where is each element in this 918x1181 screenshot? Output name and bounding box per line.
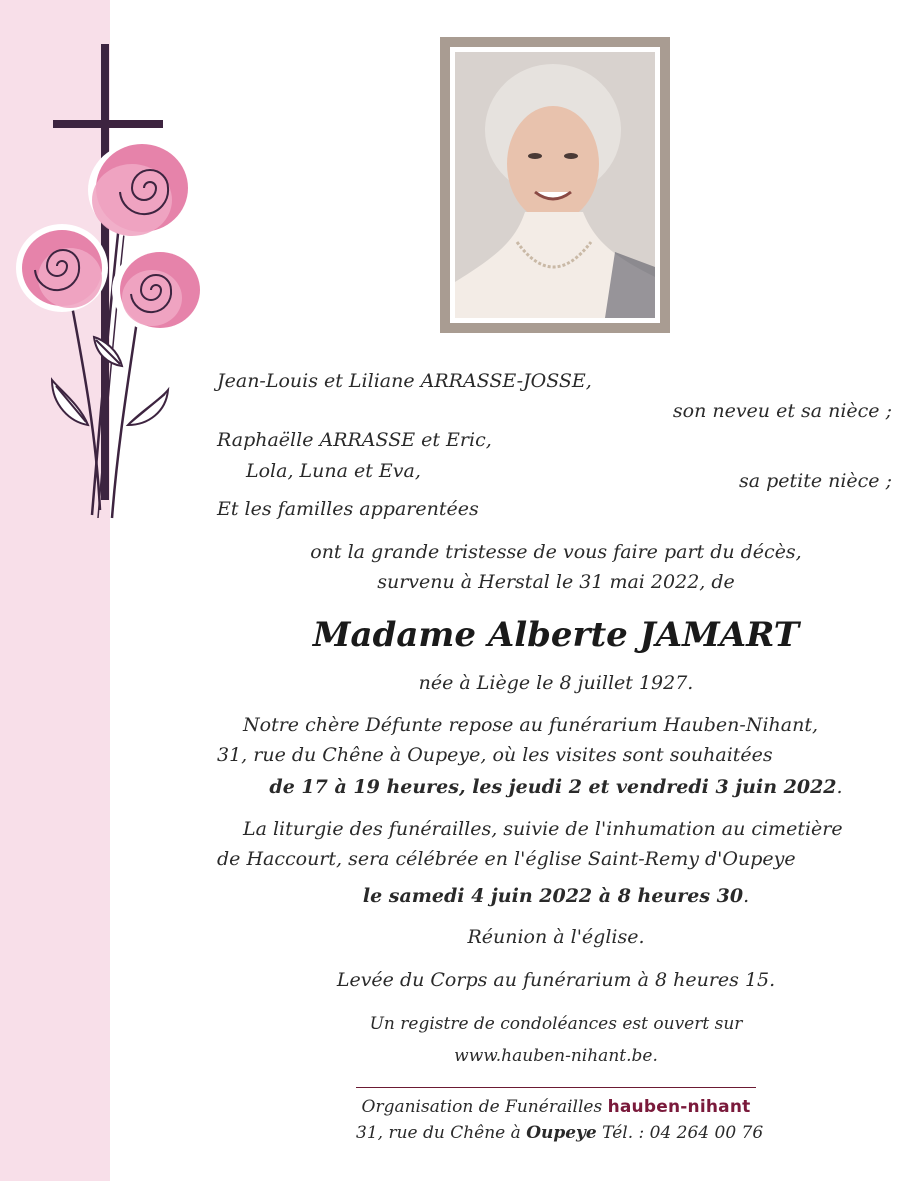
visitation-times-bold: de 17 à 19 heures, les jeudi 2 et vendredi 3 juin 2022 — [269, 776, 837, 798]
condolences-line: Un registre de condoléances est ouvert sur — [369, 1014, 743, 1034]
cross-and-roses-illustration — [0, 40, 215, 530]
footer-org-prefix: Organisation de Funérailles — [361, 1097, 603, 1117]
funeral-date-bold: le samedi 4 juin 2022 à 8 heures 30 — [362, 885, 744, 907]
cross-horizontal — [53, 120, 163, 128]
portrait-photo — [455, 52, 655, 318]
portrait-frame — [440, 37, 670, 333]
body-departure: Levée du Corps au funérarium à 8 heures 15. — [336, 969, 776, 991]
footer-address — [356, 1122, 764, 1144]
visitation-times-end: . — [836, 776, 843, 798]
family-line-1: Jean-Louis et Liliane ARRASSE-JOSSE, — [217, 370, 592, 392]
announcement-line-1: ont la grande tristesse de vous faire part du décès, — [310, 541, 802, 563]
rose-top — [88, 142, 192, 238]
announcement-line-2: survenu à Herstal le 31 mai 2022, de — [377, 571, 735, 593]
leaf-right — [128, 390, 168, 425]
visitation-line-1: Notre chère Défunte repose au funérarium Hauben-Nihant, — [243, 714, 819, 736]
footer-phone: Tél. : 04 264 00 76 — [602, 1123, 764, 1143]
rose-right — [112, 248, 204, 332]
brand-logo: hauben-nihant — [607, 1097, 751, 1117]
deceased-name: Madame Alberte JAMART — [312, 615, 800, 655]
footer-organisation — [356, 1096, 756, 1118]
leaf-left — [52, 380, 88, 425]
funeral-date — [200, 884, 912, 908]
footer-address-prefix: 31, rue du Chêne à — [356, 1123, 521, 1143]
family-line-4: Et les familles apparentées — [217, 498, 479, 520]
family-line-3: Lola, Luna et Eva, — [246, 460, 421, 482]
family-relation-1: son neveu et sa nièce ; — [672, 400, 892, 422]
deceased-birth: née à Liège le 8 juillet 1927. — [418, 672, 694, 694]
church-meeting: Réunion à l'église. — [467, 926, 645, 948]
family-line-2: Raphaëlle ARRASSE et Eric, — [217, 429, 492, 451]
footer-town: Oupeye — [526, 1123, 597, 1143]
visitation-line-2: 31, rue du Chêne à Oupeye, où les visites sont souhaitées — [217, 744, 773, 766]
portrait-mat — [450, 47, 660, 323]
condolences-url[interactable]: www.hauben-nihant.be. — [454, 1046, 658, 1066]
visitation-times — [200, 775, 912, 799]
rose-left — [16, 224, 108, 312]
family-relation-2: sa petite nièce ; — [738, 470, 892, 492]
footer-divider — [356, 1087, 756, 1088]
funeral-line-2: de Haccourt, sera célébrée en l'église Saint-Remy d'Oupeye — [217, 848, 796, 870]
funeral-date-end: . — [743, 885, 750, 907]
funeral-line-1: La liturgie des funérailles, suivie de l'inhumation au cimetière — [243, 818, 843, 840]
